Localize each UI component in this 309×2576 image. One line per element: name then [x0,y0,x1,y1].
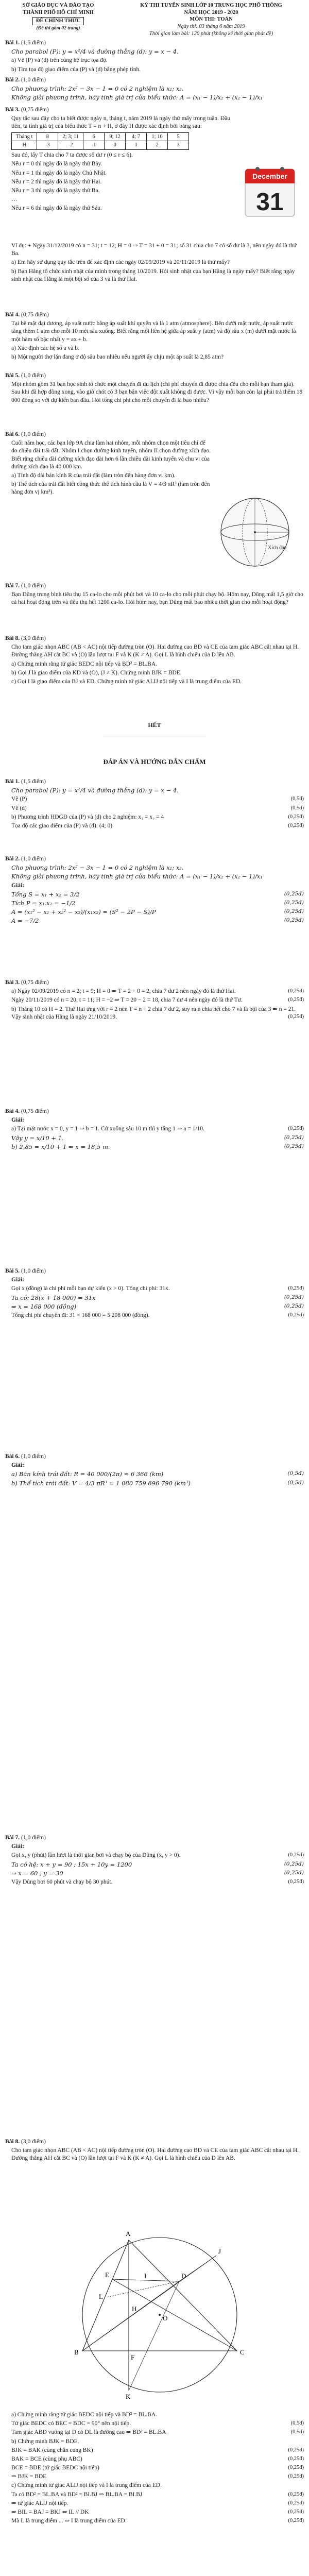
a4-part-a2-points: (0,25đ) [284,1134,304,1141]
a2-stem: Cho phương trình: 2x² − 3x − 1 = 0 có 2 nghiệm là x₁; x₂. [11,864,184,872]
q3-part-b: b) Bạn Hằng tổ chức sinh nhật của mình trong tháng 10/2019. Hỏi sinh nhật của bạn Hằng là ngày mấy? Biết rằng ngày sinh nhật của Hằng là một bội số của 3 và là thứ Hai. [11,268,295,282]
question-8 [5,635,304,687]
q6-title: Bài 6. [5,431,20,437]
a1-part-b-points: (0,25đ) [288,814,304,820]
q1-part-a: a) Vẽ (P) và (d) trên cùng hệ trục tọa độ. [11,57,108,64]
a2-title: Bài 2. [5,856,20,862]
a3-part-a2: Ngày 20/11/2019 có n = 20; t = 11; H = −2 ⇒ T = 20 − 2 = 18, chia 7 dư 4 nên ngày đó là thứ Tư. [11,997,243,1004]
question-6 [5,431,211,497]
answer-6 [5,1453,304,1488]
q8-points: (3,0 điểm) [21,635,46,641]
a2-product-points: (0,25đ) [284,899,304,906]
globe-label: Xích đạo [268,545,287,551]
exam-subject: MÔN THI: TOÁN [190,16,233,23]
a7-line-4: Vậy Dũng bơi 60 phút và chạy bộ 30 phút. [11,1878,113,1885]
a4-part-a-points: (0,25đ) [288,1126,304,1132]
q3-rule-3: Nếu r = 1 thì ngày đó là ngày Chủ Nhật. [11,170,107,176]
q3-table-value-row [12,141,189,150]
a1-title: Bài 1. [5,778,20,785]
q3-title: Bài 3. [5,107,20,113]
exam-year: NĂM HỌC 2019 - 2020 [184,9,238,15]
a1-part-b2: Tọa độ các giao điểm của (P) và (d): (4; 0) [11,822,113,829]
q6-part-a: a) Tính độ dài bán kính R của trái đất (làm tròn đến hàng đơn vị km). [11,472,176,479]
label-B: B [74,2348,79,2356]
label-I: I [144,2272,147,2280]
table-cell: 0 [105,141,126,150]
a3-part-a: a) Ngày 02/09/2019 có n = 2; t = 9; H = 0 ⇒ T = 2 + 0 = 2, chia 7 dư 2 nên ngày đó là thứ Hai. [11,988,236,995]
q3-rule-2: Nếu r = 0 thì ngày đó là ngày thứ Bảy. [11,161,102,167]
answer-key-title: ĐÁP ÁN VÀ HƯỚNG DẪN CHẤM [103,758,206,766]
a4-part-b-points: (0,25đ) [284,1143,304,1149]
table-cell: 6 [83,132,105,141]
a4-solution-label: Giải: [11,1117,24,1124]
q6-points: (1,0 điểm) [21,431,46,437]
label-H: H [132,2305,137,2313]
table-cell: 1; 10 [147,132,168,141]
a8-title: Bài 8. [5,2139,20,2145]
table-cell: 2 [147,141,168,150]
label-J: J [218,2247,221,2255]
a8-b-line-2-points: (0,25đ) [288,2455,304,2462]
q2-ask: Không giải phương trình, hãy tính giá trị của biểu thức: A = (x₁ − 1)/x₂ + (x₂ − 1)/x₁ [11,94,263,101]
q4-part-a: a) Xác định các hệ số a và b. [11,345,79,351]
a8-c-line-1-points: (0,25đ) [288,2491,304,2497]
label-O: O [163,2314,168,2322]
a2-result: A = −7/2 [11,917,39,925]
a1-part-a: Vẽ (P) [11,796,27,803]
q2-points: (1,0 điểm) [21,77,46,83]
a5-line-4: Tổng chi phí chuyến đi: 31 × 168 000 = 5 208 000 (đồng). [11,1312,150,1318]
a7-line-1-points: (0,25đ) [288,1852,304,1858]
q8-stem: Cho tam giác nhọn ABC (AB < AC) nội tiếp đường tròn (O). Hai đường cao BD và CE của tam giác ABC cắt nhau tại H. Đường thẳng AH cắt BC và (O) lần lượt tại F và K (K ≠ A). Gọi L là hình chiếu của D lên AB. [11,644,299,658]
a8-b-line-1-points: (0,25đ) [288,2447,304,2453]
a8-a-line-2: Tam giác ABD vuông tại D có DL là đường cao ⇒ BD² = BL.BA [11,2429,166,2436]
a8-b-line-2: BAK = BCE (cùng phụ ABC) [11,2455,82,2462]
a7-line-2-points: (0,25đ) [284,1860,304,1867]
a7-solution-label: Giải: [11,1843,24,1850]
a8-c-line-4: Mà L là trung điểm ... ⇒ I là trung điểm của ED. [11,2518,127,2524]
question-7 [5,582,304,608]
a8-points: (3,0 điểm) [21,2139,46,2145]
a5-title: Bài 5. [5,1268,20,1274]
a3-part-a-points: (0,25đ) [288,988,304,994]
a2-sum-points: (0,25đ) [284,890,304,897]
a2-solution-label: Giải: [11,882,24,889]
label-F: F [131,2353,135,2361]
a8-stem: Cho tam giác nhọn ABC (AB < AC) nội tiếp đường tròn (O). Hai đường cao BD và CE của tam giác ABC cắt nhau tại H. Đường thẳng AH cắt BC và (O) lần lượt tại F và K (K ≠ A). Gọi L là hình chiếu của D lên AB. [11,2147,299,2162]
table-cell: 8 [37,132,58,141]
label-A: A [126,2230,131,2238]
a4-title: Bài 4. [5,1108,20,1114]
q3-stem: Quy tắc sau đây cho ta biết được ngày n, tháng t, năm 2019 là ngày thứ mấy trong tuần. Đầu tiên, ta tính giá trị của biểu thức T = n + H, ở đây H được xác định bởi bảng sau: [11,115,231,130]
a6-part-a-points: (0,5đ) [287,1470,304,1477]
header-right [117,2,305,37]
a7-points: (1,0 điểm) [21,1835,46,1841]
q5-title: Bài 5. [5,372,20,379]
a8-a-line-1: Tứ giác BEDC có BEC = BDC = 90° nên nội tiếp. [11,2420,131,2427]
q8-part-a: a) Chứng minh rằng tứ giác BEDC nội tiếp và BD² = BL.BA. [11,660,158,667]
a2-result-points: (0,25đ) [284,917,304,924]
a8-c-line-2-points: (0,25đ) [288,2500,304,2506]
table-cell: 3 [168,141,189,150]
exam-time: Thời gian làm bài: 120 phút (không kể thời gian phát đề) [149,30,273,37]
table-cell: Tháng t [12,132,37,141]
q3-rule-1: Sau đó, lấy T chia cho 7 ta được số dư r (0 ≤ r ≤ 6). [11,152,133,159]
question-5 [5,372,304,405]
answer-8-proof [5,2411,304,2526]
a8-b-line-4-points: (0,25đ) [288,2473,304,2480]
table-cell: -1 [83,141,105,150]
a1-stem: Cho parabol (P): y = x²/4 và đường thẳng (d): y = x − 4. [11,787,179,794]
table-cell: -3 [37,141,58,150]
a7-title: Bài 7. [5,1835,20,1841]
a8-part-b: b) Chứng minh BJK = BDE. [11,2438,79,2445]
a5-line-3: ⇒ x = 168 000 (đồng) [11,1302,77,1310]
a1-part-b: b) Phương trình HĐGĐ của (P) và (d) cho 2 nghiệm: x₁ = x₂ = 4 [11,814,164,820]
question-3 [5,106,239,213]
a5-line-1: Gọi x (đồng) là chi phí mỗi bạn dự kiến (x > 0). Tổng chi phí: 31x. [11,1285,170,1292]
a6-part-b: b) Thể tích trái đất: V = 4/3 πR³ ≈ 1 080 759 696 790 (km³) [11,1479,191,1487]
q3-month-table [11,132,189,150]
a2-sum: Tổng S = x₁ + x₂ = 3/2 [11,890,80,898]
a4-points: (0,75 điểm) [21,1108,49,1114]
label-L: L [99,2293,103,2300]
question-1 [5,39,304,75]
q7-points: (1,0 điểm) [21,583,46,589]
q5-points: (1,0 điểm) [21,372,46,379]
label-C: C [240,2348,245,2356]
a3-part-b: b) Tháng 10 có H = 2. Thứ Hai ứng với r = 2 nên T = n + 2 chia 7 dư 2, suy ra n chia hết cho 7 và là bội của 3 ⇒ n = 21. Vậy sinh nhật của Hằng là ngày 21/10/2019. [11,1006,296,1020]
a8-c-line-2: ⇒ tứ giác ALIJ nội tiếp. [11,2500,68,2506]
a5-line-3-points: (0,25đ) [284,1302,304,1309]
a8-part-a: a) Chứng minh rằng tứ giác BEDC nội tiếp và BD² = BL.BA. [11,2412,158,2418]
a1-part-b2-points: (0,25đ) [288,822,304,828]
a8-b-line-3-points: (0,25đ) [288,2465,304,2471]
q6-stem: Cuối năm học, các bạn lớp 9A chia làm hai nhóm, mỗi nhóm chọn một tiêu chí để đo chiều dài trái đất. Nhóm I chọn đường kinh tuyến, nhóm II chọn đường xích đạo. Biết rằng chiều dài đường xích đạo dài hơn 6 lần chiều dài kinh tuyến và chu vi của đường xích đạo là 40 000 km. [11,440,211,470]
header-left [4,2,112,31]
q3-points: (0,75 điểm) [21,107,49,113]
table-cell: 9; 12 [105,132,126,141]
pages-note: (Đề thi gồm 02 trang) [36,25,80,31]
question-3-cont [5,242,304,284]
a8-b-line-4: ⇒ BJK = BDE [11,2473,47,2480]
q1-title: Bài 1. [5,40,20,46]
label-K: K [126,2393,131,2400]
table-cell: -2 [58,141,83,150]
globe-icon [216,494,294,571]
q4-stem: Tại bề mặt đại dương, áp suất nước bằng áp suất khí quyển và là 1 atm (atmosphere). Bên dưới mặt nước, áp suất nước tăng thêm 1 atm cho mỗi 10 mét sâu xuống. Biết rằng mối liên hệ giữa áp suất y (atm) và độ sâu x (m) dưới mặt nước là một hàm số bậc nhất y = ax + b. [11,320,296,343]
a2-expression-points: (0,25đ) [284,908,304,915]
answer-1 [5,778,304,831]
a8-c-line-3: ⇒ BIL = BAJ = BKJ ⇒ IL // DK [11,2509,89,2515]
q3-rule-6: … [11,196,18,203]
a2-ask: Không giải phương trình, hãy tính giá trị của biểu thức: A = (x₁ − 1)/x₂ + (x₂ − 1)/x₁ [11,873,263,880]
q3-rule-7: Nếu r = 6 thì ngày đó là ngày thứ Sáu. [11,205,102,212]
a7-line-4-points: (0,25đ) [288,1878,304,1885]
a6-title: Bài 6. [5,1453,20,1460]
a1-part-a-points: (0,5đ) [290,796,304,802]
q4-title: Bài 4. [5,312,20,318]
answer-7 [5,1834,304,1887]
table-cell: 4; 7 [126,132,147,141]
q3-table-head-row [12,132,189,141]
answer-4 [5,1108,304,1152]
table-cell: 2; 3; 11 [58,132,83,141]
geometry-figure [62,2225,258,2400]
a6-part-b-points: (0,5đ) [287,1479,304,1486]
q4-part-b: b) Một người thợ lặn đang ở độ sâu bao nhiêu nếu người ấy chịu một áp suất là 2,85 atm? [11,353,224,360]
question-4 [5,311,304,362]
answer-5 [5,1267,304,1320]
q5-stem: Một nhóm gồm 31 bạn học sinh tổ chức một chuyến đi du lịch (chi phí chuyến đi được chia đều cho mỗi bạn tham gia). Sau khi đã hợp đồng xong, vào giờ chót có 3 bạn bận việc đột xuất không đi được. Vì vậy mỗi bạn còn lại phải trả thêm 18 000 đồng so với dự kiến ban đầu. Hỏi tổng chi phí cho mỗi chuyến đi là bao nhiêu? [11,381,303,403]
a8-c-line-3-points: (0,25đ) [288,2509,304,2515]
a1-part-a2: Vẽ (d) [11,805,27,811]
calendar-icon [242,164,298,219]
a6-points: (1,0 điểm) [21,1453,46,1460]
a5-line-2-points: (0,25đ) [284,1294,304,1300]
a5-solution-label: Giải: [11,1277,24,1283]
exam-date: Ngày thi: 03 tháng 6 năm 2019 [177,23,245,29]
q2-stem: Cho phương trình: 2x² − 3x − 1 = 0 có 2 nghiệm là x₁; x₂. [11,85,184,93]
a7-line-2: Ta có hệ: x + y = 90 ; 15x + 10y = 1200 [11,1860,132,1868]
a2-product: Tích P = x₁.x₂ = −1/2 [11,899,76,907]
question-2 [5,76,304,103]
a4-part-a: a) Tại mặt nước x = 0, y = 1 ⇒ b = 1. Cứ xuống sâu 10 m thì y tăng 1 ⇒ a = 1/10. [11,1126,204,1132]
table-cell: H [12,141,37,150]
a5-line-4-points: (0,25đ) [288,1312,304,1318]
table-cell: 5 [168,132,189,141]
a4-part-b: b) 2,85 = x/10 + 1 ⇒ x = 18,5 m. [11,1143,110,1150]
a1-points: (1,5 điểm) [21,778,46,785]
exam-header [4,2,305,37]
a8-part-c: c) Chứng minh tứ giác ALIJ nội tiếp và I là trung điểm của ED. [11,2482,162,2489]
a7-line-3: ⇒ x = 60 ; y = 30 [11,1869,63,1877]
answer-2 [5,855,304,926]
a6-part-a: a) Bán kính trái đất: R = 40 000/(2π) ≈ 6 366 (km) [11,1470,164,1478]
table-cell: 1 [126,141,147,150]
a8-c-line-1: Ta có BD² = BL.BA và BD² = BI.BJ ⇒ BL.BA = BI.BJ [11,2491,143,2498]
q6-part-b: b) Thể tích của trái đất biết công thức thể tích hình cầu là V = 4/3 πR³ (làm tròn đến hàng đơn vị km³). [11,481,210,496]
q1-part-b: b) Tìm tọa độ giao điểm của (P) và (d) bằng phép tính. [11,66,141,73]
label-D: D [181,2272,186,2280]
a3-points: (0,75 điểm) [21,979,49,986]
a8-b-line-1: BJK = BAK (cùng chắn cung BK) [11,2447,93,2453]
a3-part-b-points: (0,25đ) [288,1013,304,1020]
q1-points: (1,5 điểm) [21,40,46,46]
a7-line-3-points: (0,25đ) [284,1869,304,1876]
q3-rule-4: Nếu r = 2 thì ngày đó là ngày thứ Hai. [11,178,102,185]
q8-part-b: b) Gọi J là giao điểm của KD và (O), (J ≠ K). Chứng minh BJK = BDE. [11,669,182,676]
answer-3 [5,979,304,1022]
a5-line-1-points: (0,25đ) [288,1285,304,1292]
q3-example: Ví dụ: + Ngày 31/12/2019 có n = 31; t = 12; H = 0 ⇒ T = 31 + 0 = 31; số 31 chia cho 7 có số dư là 3, nên ngày đó là thứ Ba. [11,243,297,257]
a8-b-line-3: BCE = BDE (tứ giác BEDC nội tiếp) [11,2465,99,2471]
a4-part-a2: Vậy y = x/10 + 1. [11,1134,64,1142]
a6-solution-label: Giải: [11,1462,24,1469]
a5-line-2: Ta có: 28(x + 18 000) = 31x [11,1294,96,1301]
official-badge: ĐỀ CHÍNH THỨC [32,17,84,25]
a5-points: (1,0 điểm) [21,1268,46,1274]
answer-8 [5,2138,304,2164]
q4-points: (0,75 điểm) [21,312,49,318]
end-marker: HẾT [148,721,161,728]
q2-title: Bài 2. [5,77,20,83]
q3-part-a: a) Em hãy sử dụng quy tắc trên để xác định các ngày 02/09/2019 và 20/11/2019 là thứ mấy? [11,259,230,266]
a8-a-line-2-points: (0,5đ) [290,2429,304,2435]
q3-rule-5: Nếu r = 3 thì ngày đó là ngày thứ Ba. [11,187,100,194]
q7-title: Bài 7. [5,583,20,589]
calendar-day: 31 [256,189,284,216]
a7-line-1: Gọi x, y (phút) lần lượt là thời gian bơi và chạy bộ của Dũng (x, y > 0). [11,1852,181,1859]
org-line-1: SỞ GIÁO DỤC VÀ ĐÀO TẠO [22,3,94,8]
q8-part-c: c) Gọi I là giao điểm của BJ và ED. Chứng minh tứ giác ALIJ nội tiếp và I là trung điểm của ED. [11,678,242,685]
calendar-month: December [252,172,287,180]
a1-part-a2-points: (0,5đ) [290,805,304,811]
a2-expression: A = (x₁² − x₁ + x₂² − x₂)/(x₁x₂) = (S² − 2P − S)/P [11,908,156,916]
label-E: E [105,2271,109,2279]
a8-c-line-4-points: (0,25đ) [288,2518,304,2524]
q1-stem: Cho parabol (P): y = x²/4 và đường thẳng (d): y = x − 4. [11,48,179,56]
org-line-2: THÀNH PHỐ HỒ CHÍ MINH [23,9,94,15]
a3-part-a2-points: (0,25đ) [288,997,304,1003]
q7-stem: Bạn Dũng trung bình tiêu thụ 15 ca-lo cho mỗi phút bơi và 10 ca-lo cho mỗi phút chạy bộ. Hôm nay, Dũng mất 1,5 giờ cho cả hai hoạt động trên và tiêu thụ hết 1200 ca-lo. Hỏi hôm nay, bạn Dũng mất bao nhiêu thời gian cho mỗi hoạt động? [11,591,303,606]
a3-title: Bài 3. [5,979,20,986]
a2-points: (1,0 điểm) [21,856,46,862]
exam-title: KỲ THI TUYỂN SINH LỚP 10 TRUNG HỌC PHỔ THÔNG [140,3,282,8]
q8-title: Bài 8. [5,635,20,641]
a8-a-line-1-points: (0,5đ) [290,2420,304,2427]
